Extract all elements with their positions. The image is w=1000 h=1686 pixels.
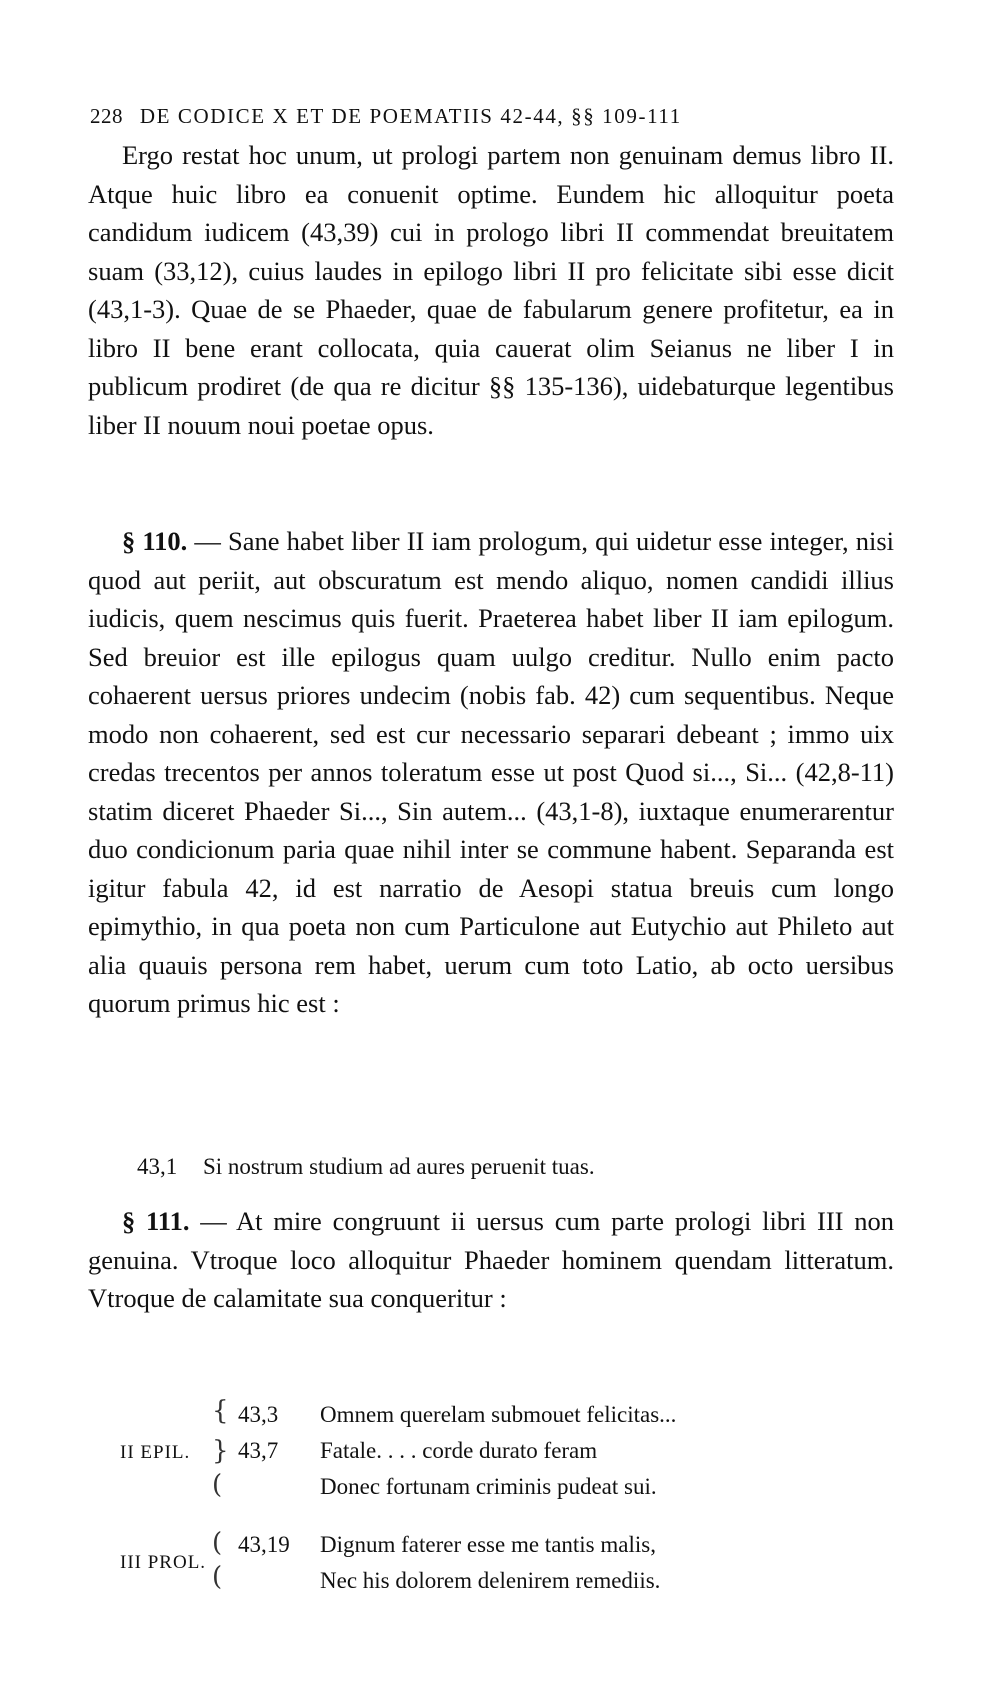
section-110-heading: § 110. <box>122 526 188 556</box>
verse-row <box>238 1402 676 1436</box>
paragraph-110 <box>88 522 894 1023</box>
comparison-label: II EPIL. <box>120 1442 191 1463</box>
verse-text: Donec fortunam criminis pudeat sui. <box>320 1474 657 1499</box>
paragraph-1-text: Ergo restat hoc unum, ut prologi partem non genuinam demus libro II. Atque huic libro ea conuenit optime. Eundem hic alloquitur poeta candidum iudicem (43,39) cui in prologo libri II commendat breuitatem suam (33,12), cuius laudes in epilogo libri II pro felicitate sibi esse dicit (43,1-3). Quae de se Phaeder, quae de fabularum genere profitetur, ea in libro II bene erant collocata, quia cauerat olim Seianus ne liber I in publicum prodiret (de qua re dicitur §§ 135-136), uidebaturque legentibus liber II nouum noui poetae opus. <box>88 140 894 440</box>
paragraph-111-text: — At mire congruunt ii uersus cum parte prologi libri III non genuina. Vtroque loco alloquitur Phaeder hominem quendam litteratum. Vtroque de calamitate sua conqueritur : <box>88 1206 895 1313</box>
section-111-heading: § 111. <box>122 1206 190 1236</box>
running-head <box>90 104 890 129</box>
paragraph-1 <box>88 136 894 444</box>
verse-row <box>238 1568 660 1602</box>
paragraph-110-text: — Sane habet liber II iam prologum, qui uidetur esse integer, nisi quod aut periit, aut obscuratum est mendo aliquo, nomen candidi illius iudicis, quem nescimus quis fuerit. Praeterea habet liber II iam epilogum. Sed breuior est ille epilogus quam uulgo creditur. Nullo enim pacto cohaerent uersus priores undecim (nobis fab. 42) cum sequentibus. Neque modo non cohaerent, sed est cur necessario separari debeant ; immo uix credas trecentos per annos toleratum esse ut post Quod si..., Si... (42,8-11) statim diceret Phaeder Si..., Sin autem... (43,1-8), iuxtaque enumerarentur duo condicionum paria quae nihil inter se commune habent. Separanda est igitur fabula 42, id est narratio de Aesopi statua breuis cum longo epimythio, in qua poeta non cum Particulone aut Eutychio aut Phileto aut alia quauis persona rem habet, uerum cum toto Latio, ab octo uersibus quorum primus hic est : <box>88 526 894 1018</box>
paragraph-111 <box>88 1202 894 1318</box>
verse-reference: 43,3 <box>238 1402 279 1427</box>
brace-icon: ( <box>212 1528 223 1558</box>
verse-text: Fatale. . . . corde durato feram <box>320 1438 598 1463</box>
running-title: DE CODICE X ET DE POEMATIIS 42-44, §§ 109-111 <box>139 104 682 128</box>
verse-quotation <box>137 1154 595 1180</box>
verse-text: Si nostrum studium ad aures peruenit tuas. <box>203 1154 595 1179</box>
verse-text: Omnem querelam submouet felicitas... <box>320 1402 677 1427</box>
brace-icon: ( <box>212 1470 223 1500</box>
verse-reference: 43,1 <box>137 1154 178 1179</box>
verse-reference: 43,19 <box>238 1532 290 1557</box>
verse-row <box>238 1474 657 1508</box>
verse-row <box>238 1532 656 1566</box>
page-number: 228 <box>90 104 123 128</box>
verse-text: Dignum faterer esse me tantis malis, <box>320 1532 656 1557</box>
verse-text: Nec his dolorem delenirem remediis. <box>320 1568 661 1593</box>
comparison-label: III PROL. <box>120 1552 207 1573</box>
brace-icon: } <box>212 1436 229 1466</box>
brace-icon: { <box>212 1396 229 1426</box>
verse-reference: 43,7 <box>238 1438 279 1463</box>
brace-icon: ( <box>212 1562 223 1592</box>
verse-row <box>238 1438 597 1472</box>
